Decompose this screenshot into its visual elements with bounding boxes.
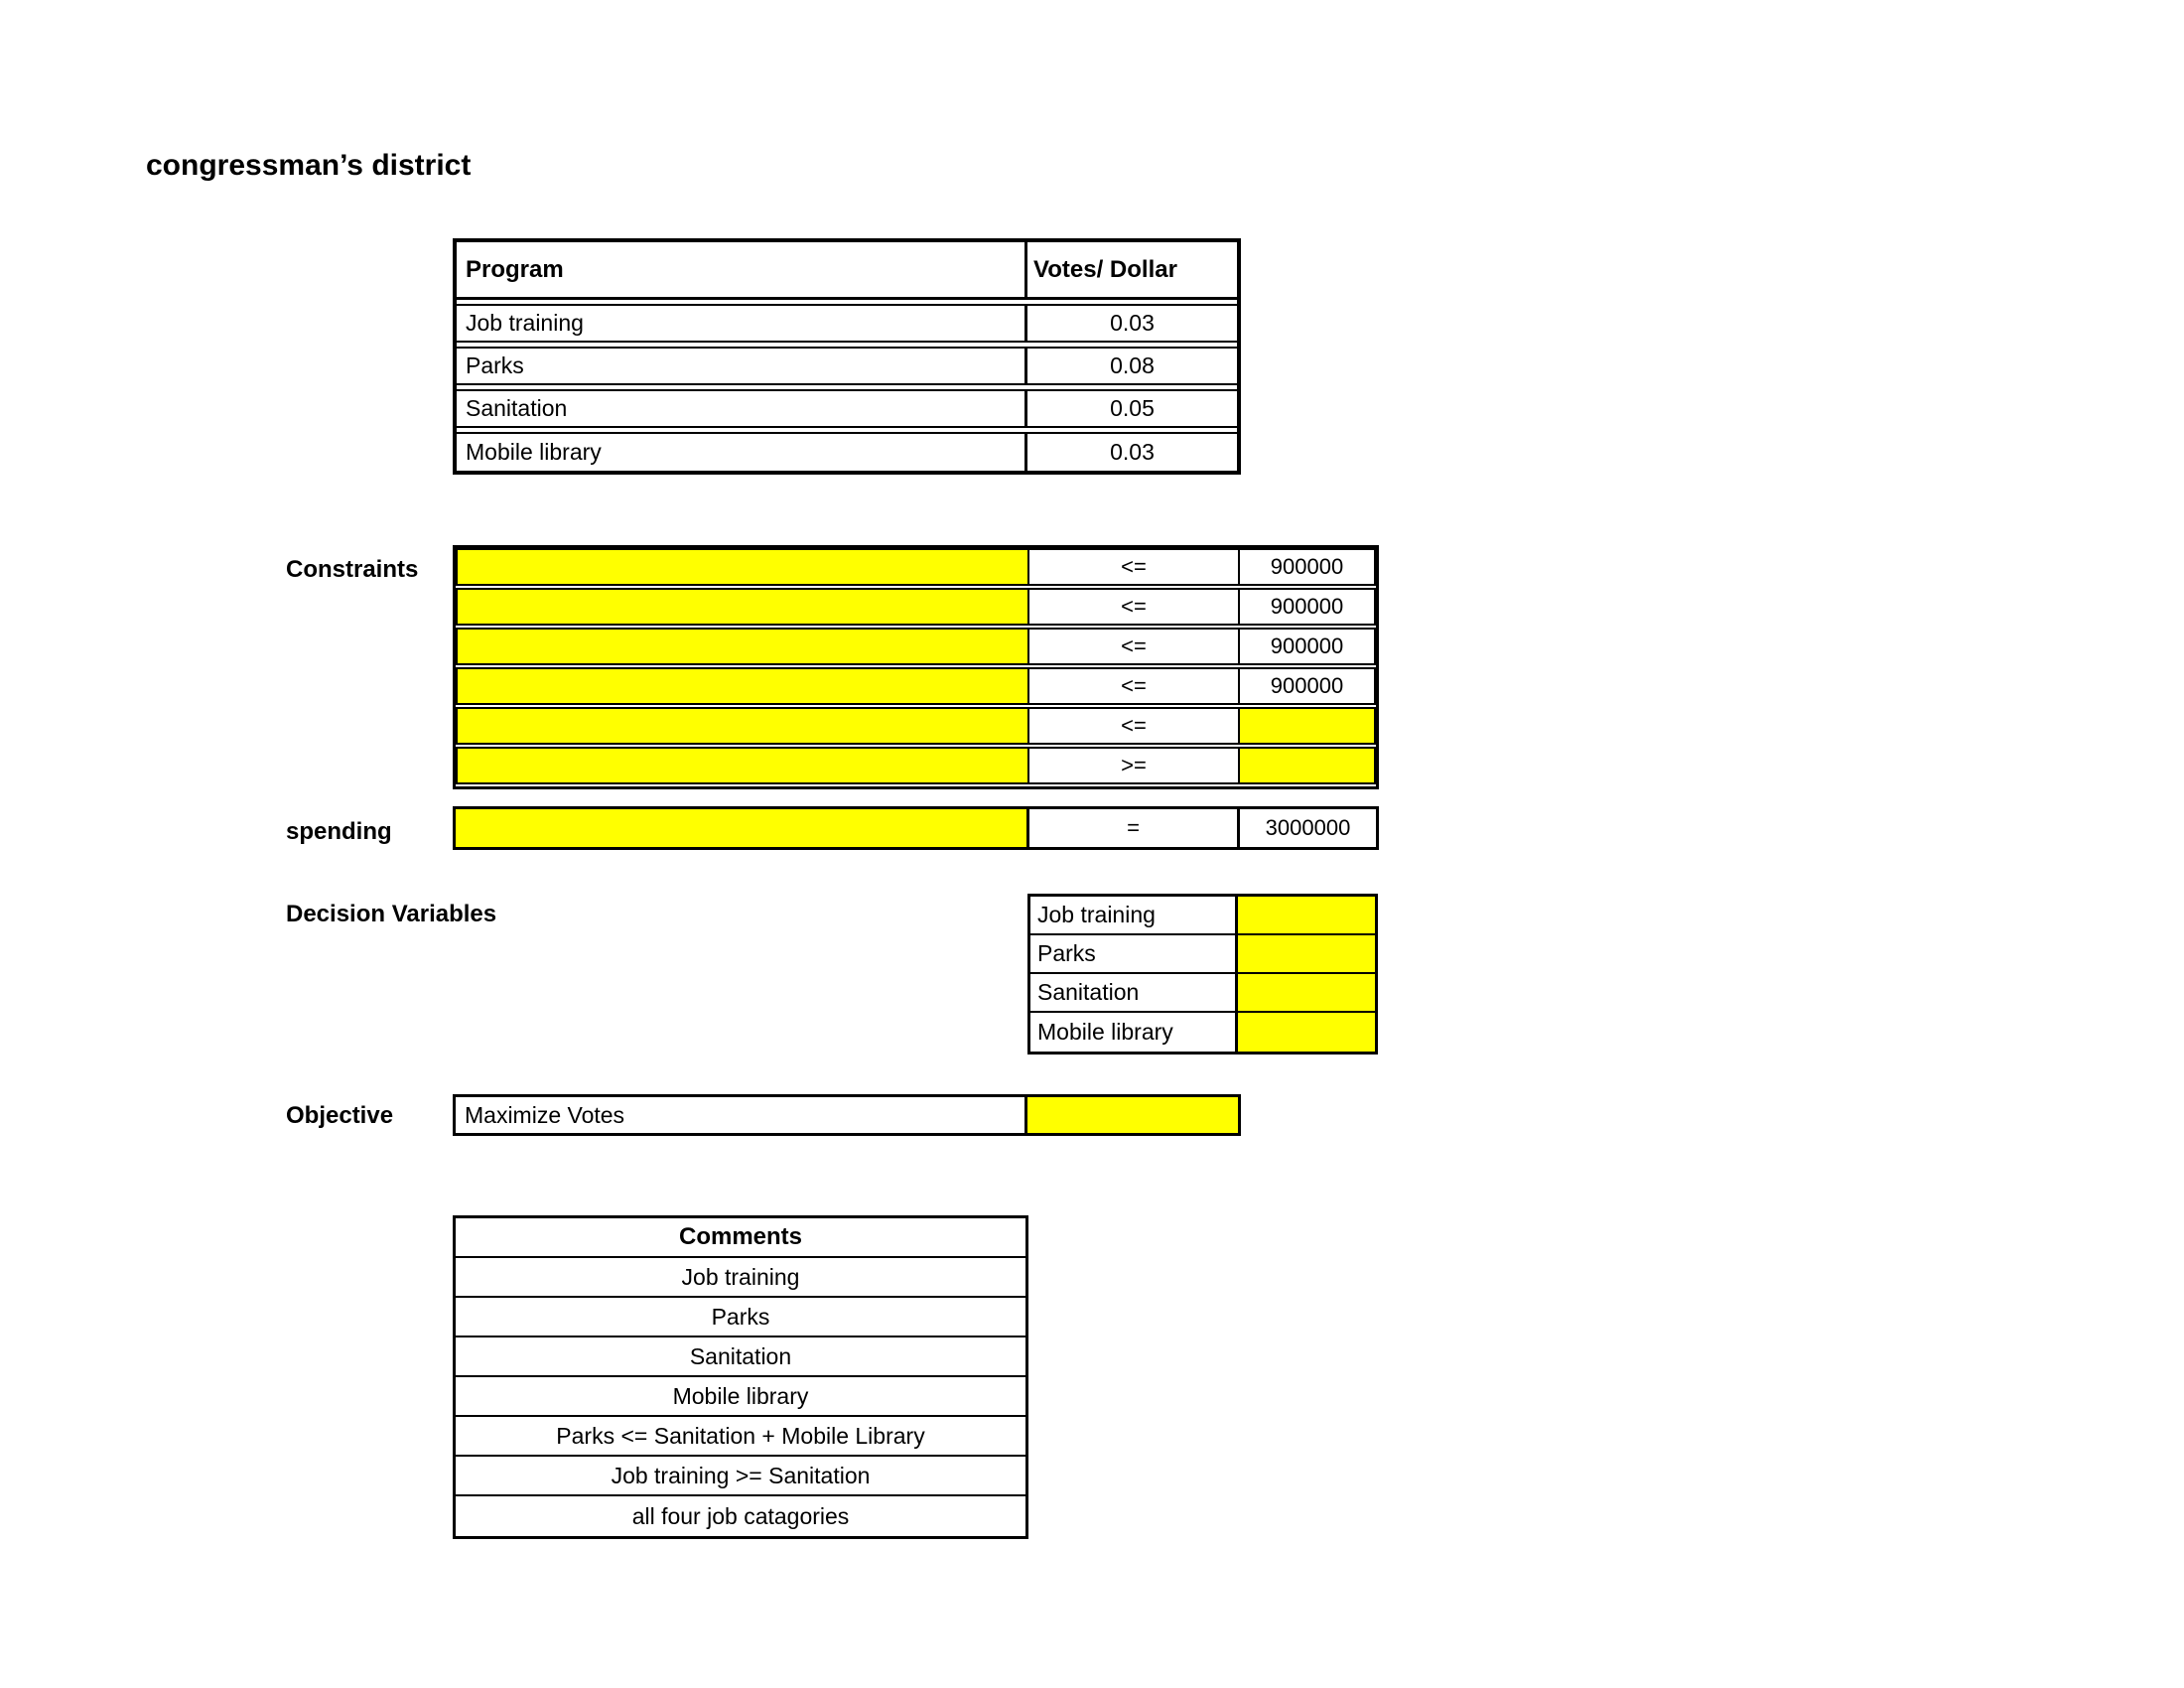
constraint-limit-input-cell[interactable] bbox=[1240, 707, 1376, 745]
votes-per-dollar-cell: 0.03 bbox=[1110, 310, 1155, 336]
spending-operator-cell: = bbox=[1029, 806, 1240, 850]
objective-label: Objective bbox=[286, 1102, 394, 1129]
program-name-cell: Mobile library bbox=[457, 434, 1027, 471]
comment-row: Mobile library bbox=[456, 1377, 1025, 1417]
constraint-operator-cell: <= bbox=[1029, 548, 1240, 586]
comment-row: Job training >= Sanitation bbox=[456, 1457, 1025, 1496]
decision-variable-row bbox=[1030, 935, 1375, 974]
table-row bbox=[457, 432, 1237, 471]
spending-limit-cell: 3000000 bbox=[1240, 806, 1379, 850]
decision-variable-row bbox=[1030, 1013, 1375, 1052]
votes-per-dollar-cell: 0.08 bbox=[1110, 352, 1155, 378]
comment-row: Parks bbox=[456, 1298, 1025, 1337]
votes-per-dollar-cell: 0.03 bbox=[1110, 439, 1155, 465]
program-name-cell: Job training bbox=[457, 306, 1027, 341]
spending-row bbox=[453, 806, 1379, 850]
decision-variable-value-cell[interactable] bbox=[1238, 897, 1375, 933]
program-name-cell: Sanitation bbox=[457, 391, 1027, 426]
constraint-limit-cell: 900000 bbox=[1240, 588, 1376, 626]
comments-header-cell: Comments bbox=[456, 1218, 1025, 1258]
constraint-formula-cell[interactable] bbox=[456, 588, 1029, 626]
constraint-formula-cell[interactable] bbox=[456, 548, 1029, 586]
constraint-formula-cell[interactable] bbox=[456, 707, 1029, 745]
spending-formula-cell[interactable] bbox=[453, 806, 1029, 850]
table-row bbox=[457, 389, 1237, 428]
program-table bbox=[453, 238, 1241, 475]
decision-variable-name-cell: Sanitation bbox=[1030, 974, 1238, 1011]
objective-row bbox=[453, 1094, 1241, 1136]
constraint-row bbox=[456, 707, 1376, 745]
decision-variables-table bbox=[1027, 894, 1378, 1055]
constraint-formula-cell[interactable] bbox=[456, 667, 1029, 705]
decision-variable-value-cell[interactable] bbox=[1238, 935, 1375, 972]
constraint-operator-cell: <= bbox=[1029, 667, 1240, 705]
decision-variables-label: Decision Variables bbox=[286, 901, 497, 927]
page-title: congressman’s district bbox=[146, 149, 472, 182]
constraint-formula-cell[interactable] bbox=[456, 628, 1029, 665]
decision-variable-name-cell: Job training bbox=[1030, 897, 1238, 933]
constraints-label: Constraints bbox=[286, 556, 419, 583]
constraint-row bbox=[456, 628, 1376, 665]
spending-label: spending bbox=[286, 818, 392, 845]
constraint-formula-cell[interactable] bbox=[456, 747, 1029, 784]
program-header-cell: Program bbox=[457, 242, 1027, 297]
votes-per-dollar-cell: 0.05 bbox=[1110, 395, 1155, 421]
constraint-operator-cell: <= bbox=[1029, 588, 1240, 626]
objective-value-cell[interactable] bbox=[1027, 1094, 1241, 1136]
constraint-operator-cell: >= bbox=[1029, 747, 1240, 784]
comment-row: all four job catagories bbox=[631, 1502, 850, 1529]
decision-variable-value-cell[interactable] bbox=[1238, 1013, 1375, 1052]
constraint-row bbox=[456, 747, 1376, 784]
constraint-limit-input-cell[interactable] bbox=[1240, 747, 1376, 784]
decision-variable-value-cell[interactable] bbox=[1238, 974, 1375, 1011]
objective-text-cell: Maximize Votes bbox=[453, 1094, 1027, 1136]
program-name-cell: Parks bbox=[457, 349, 1027, 383]
constraint-operator-cell: <= bbox=[1029, 628, 1240, 665]
comment-row: Sanitation bbox=[456, 1337, 1025, 1377]
comments-table bbox=[453, 1215, 1028, 1539]
constraint-operator-cell: <= bbox=[1029, 707, 1240, 745]
decision-variable-row bbox=[1030, 974, 1375, 1013]
program-table-header bbox=[457, 242, 1237, 300]
table-row bbox=[457, 347, 1237, 385]
comment-row: Parks <= Sanitation + Mobile Library bbox=[456, 1417, 1025, 1457]
table-row bbox=[457, 304, 1237, 343]
comment-row: Job training bbox=[456, 1258, 1025, 1298]
decision-variable-name-cell: Parks bbox=[1030, 935, 1238, 972]
decision-variable-name-cell: Mobile library bbox=[1030, 1013, 1238, 1052]
constraint-row bbox=[456, 667, 1376, 705]
constraint-row bbox=[456, 588, 1376, 626]
constraint-limit-cell: 900000 bbox=[1240, 667, 1376, 705]
votes-per-dollar-header-cell: Votes/ Dollar bbox=[1033, 255, 1177, 283]
constraint-limit-cell: 900000 bbox=[1240, 548, 1376, 586]
constraint-row bbox=[456, 548, 1376, 586]
decision-variable-row bbox=[1030, 897, 1375, 935]
constraint-limit-cell: 900000 bbox=[1240, 628, 1376, 665]
constraints-table bbox=[453, 545, 1379, 789]
